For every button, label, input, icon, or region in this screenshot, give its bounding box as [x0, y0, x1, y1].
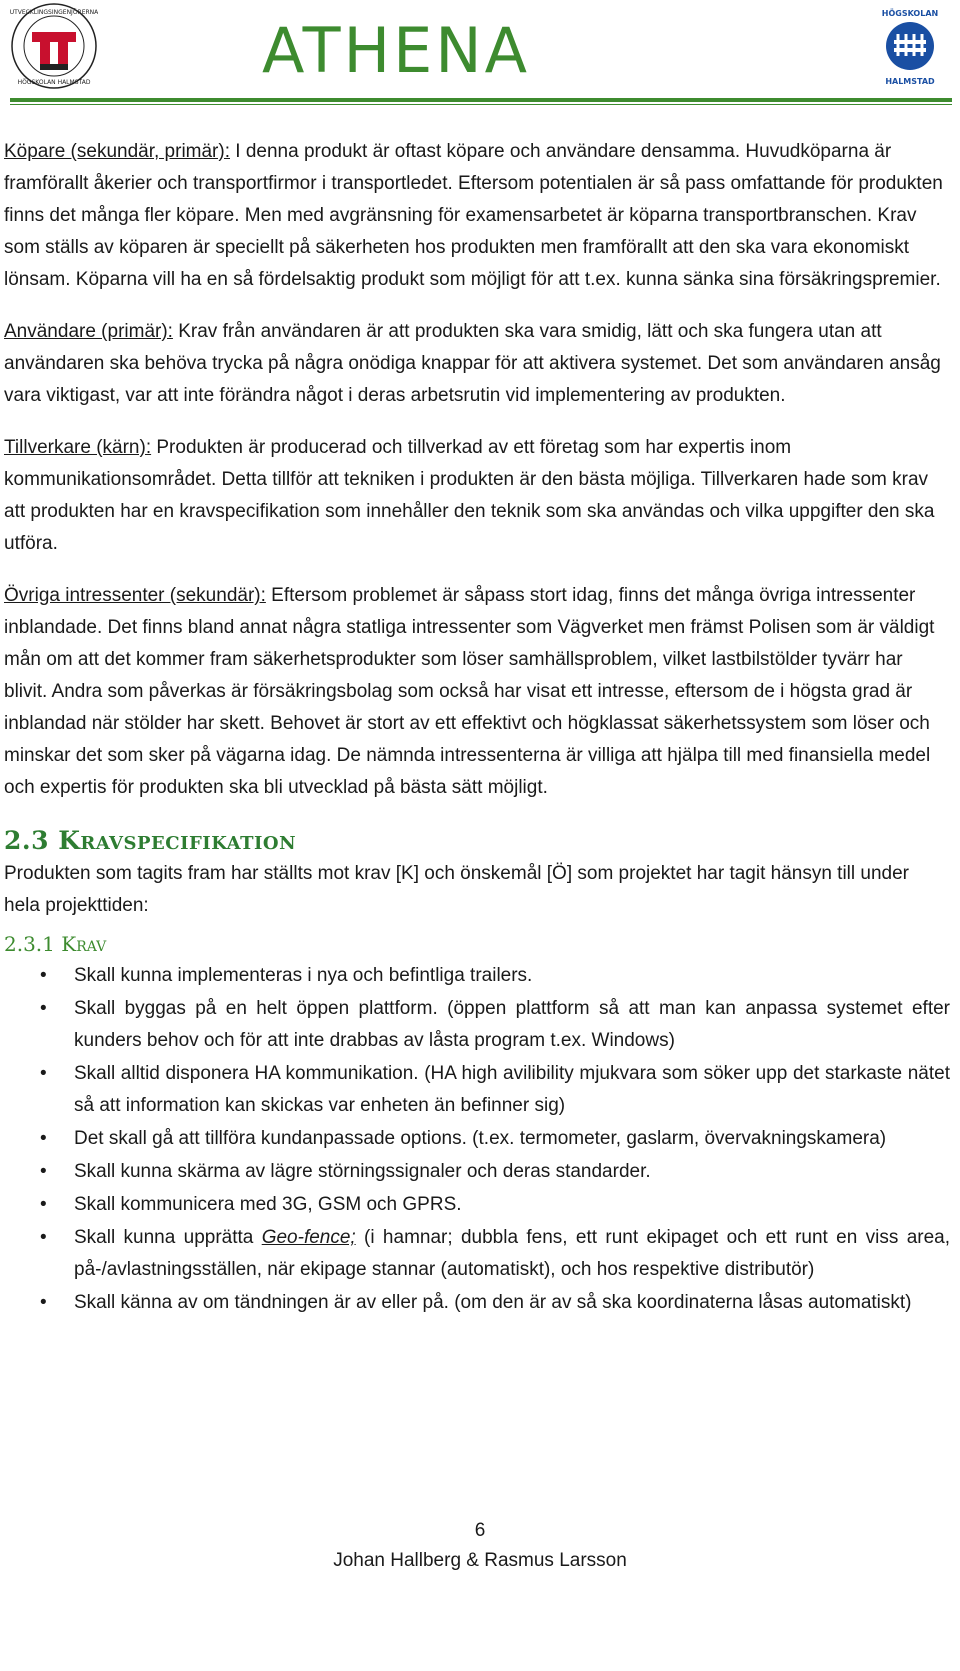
bullet-icon: •: [40, 965, 47, 986]
list-item: • Skall alltid disponera HA kommunikation. (HA high avilibility mjukvara som söker upp det starkaste nätet så att information kan skickas var enheten än befinner sig): [4, 1058, 950, 1122]
footer-authors: Johan Hallberg & Rasmus Larsson: [333, 1550, 627, 1571]
header-rule: [10, 98, 952, 102]
list-item: • Det skall gå att tillföra kundanpassade options. (t.ex. termometer, gaslarm, övervakningskamera): [4, 1123, 950, 1155]
paragraph-kopare: [4, 136, 950, 296]
header-rule-thin: [10, 104, 952, 105]
section-intro: Produkten som tagits fram har ställts mot krav [K] och önskemål [Ö] som projektet har tagit hänsyn till under hela projekttiden:: [4, 863, 909, 916]
list-item: • Skall kunna skärma av lägre störningssignaler och deras standarder.: [4, 1156, 950, 1188]
subsection-heading: 2.3.1 Krav: [4, 932, 107, 956]
paragraph-tillverkare: [4, 432, 950, 560]
list-item: • Skall kunna upprätta Geo-fence; (i hamnar; dubbla fens, ett runt ekipaget och ett runt en viss area, på-/avlastningsställen, när ekipage stannar (automatiskt), och hos respektive distributör): [4, 1222, 950, 1286]
list-item: • Skall byggas på en helt öppen plattform. (öppen plattform så att man kan anpassa systemet efter kunders behov och för att inte drabbas av låsta program t.ex. Windows): [4, 993, 950, 1057]
bullet-icon: •: [40, 1161, 47, 1182]
paragraph-text: Krav från användaren är att produkten ska vara smidig, lätt och ska fungera utan att användaren ska behöva trycka på några onödiga knappar för att aktivera systemet. Det som användaren ansåg vara viktigast, var att inte förändra något i deras arbetsrutin vid implementering av produkten.: [4, 321, 941, 406]
paragraph-label: Tillverkare (kärn):: [4, 437, 152, 458]
svg-text:HÖGSKOLAN HALMSTAD: HÖGSKOLAN HALMSTAD: [17, 79, 91, 86]
bullet-icon: •: [40, 1292, 47, 1313]
page-number: 6: [474, 1520, 486, 1541]
svg-text:HÖGSKOLAN: HÖGSKOLAN: [881, 9, 939, 18]
geo-fence-term: Geo-fence;: [261, 1227, 356, 1248]
section-heading: 2.3 Kravspecifikation: [4, 826, 297, 855]
bullet-icon: •: [40, 1063, 47, 1084]
paragraph-label: Användare (primär):: [4, 321, 173, 342]
paragraph-text: Eftersom problemet är såpass stort idag, finns det många övriga intressenter inblandade. Det finns bland annat några statliga intressenter som Vägverket men främst Polisen som är väldigt mån om att det kommer fram säkerhetsprodukter som löser samhällsproblem, vilket lastbilstölder tyvärr har blivit. Andra som påverkas är försäkringsbolag som också har visat ett intresse, eftersom de i högsta grad är inblandad när stölder har skett. Behovet är stort av ett effektivt och högklassat säkerhetssystem som löser och minskar det som sker på vägarna idag. De nämnda intressenterna är villiga att hjälpa till med finansiella medel och expertis för produkten ska bli utvecklad på bästa sätt möjligt.: [4, 585, 935, 798]
page-footer: [0, 1516, 960, 1576]
requirements-list: [4, 960, 950, 1319]
paragraph-label: Köpare (sekundär, primär):: [4, 141, 230, 162]
athena-brand-title: ATHENA: [262, 14, 531, 87]
hogskolan-halmstad-logo: [868, 4, 952, 92]
paragraph-anvandare: [4, 316, 950, 412]
utvecklingsingenjorerna-logo: [10, 2, 98, 90]
bullet-icon: •: [40, 1194, 47, 1215]
paragraph-text: I denna produkt är oftast köpare och användare densamma. Huvudköparna är framförallt åkerier och transportfirmor i transportledet. Eftersom potentialen är så pass omfattande för produkten finns det många fler köpare. Men med avgränsning för examensarbetet är köparna transportbranschen. Krav som ställs av köparen är speciellt på säkerheten hos produkten men framförallt att den ska vara ekonomiskt lönsam. Köparna vill ha en så fördelsaktig produkt som möjligt för att t.ex. kunna sänka sina försäkringspremier.: [4, 141, 943, 290]
paragraph-label: Övriga intressenter (sekundär):: [4, 585, 266, 606]
page-header: [0, 0, 960, 112]
svg-text:UTVECKLINGSINGENJÖRERNA: UTVECKLINGSINGENJÖRERNA: [10, 9, 98, 16]
bullet-icon: •: [40, 1128, 47, 1149]
paragraph-text: Produkten är producerad och tillverkad av ett företag som har expertis inom kommunikationsområdet. Detta tillför att tekniken i produkten är den bästa möjliga. Tillverkaren hade som krav att produkten har en kravspecifikation som innehåller den teknik som ska användas och vilka uppgifter den ska utföra.: [4, 437, 935, 554]
list-item: • Skall kunna implementeras i nya och befintliga trailers.: [4, 960, 950, 992]
document-body: [4, 136, 950, 1320]
paragraph-ovriga: [4, 580, 950, 804]
bullet-icon: •: [40, 998, 47, 1019]
list-item: • Skall kommunicera med 3G, GSM och GPRS.: [4, 1189, 950, 1221]
bullet-icon: •: [40, 1227, 47, 1248]
list-item: • Skall känna av om tändningen är av eller på. (om den är av så ska koordinaterna låsas automatiskt): [4, 1287, 950, 1319]
svg-text:HALMSTAD: HALMSTAD: [885, 77, 935, 86]
